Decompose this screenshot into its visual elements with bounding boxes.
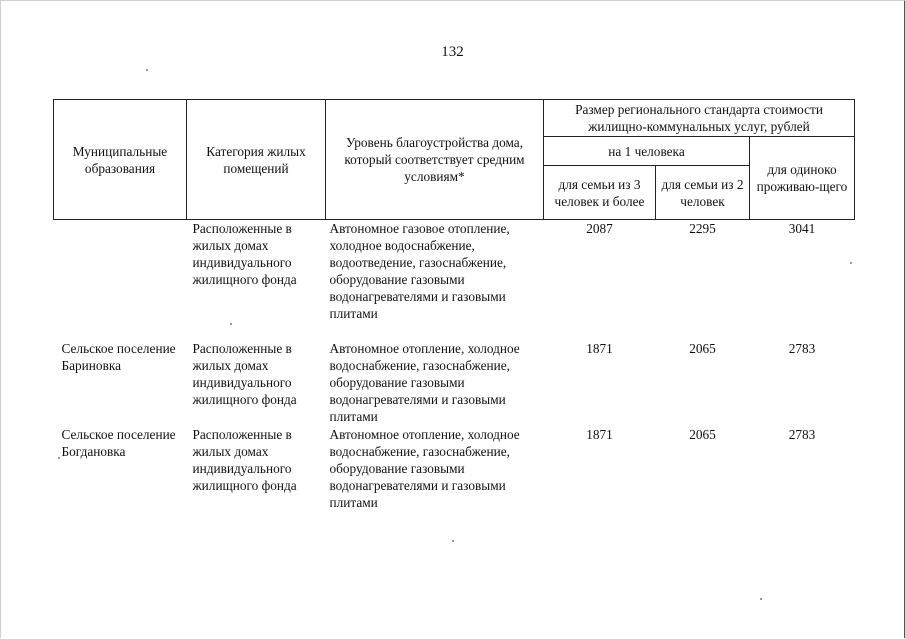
header-level: Уровень благоустройства дома, который соответствует средним условиям* xyxy=(326,100,544,220)
header-category: Категория жилых помещений xyxy=(187,100,326,220)
cell-single: 3041 xyxy=(788,221,816,236)
cell-family3: 2087 xyxy=(586,221,613,236)
cell-municipality: Сельское поселение Богдановка xyxy=(61,427,176,459)
cell-level: Автономное газовое отопление, холодное водоснабжение, водоотведение, газоснабжение, оборудование газовыми водонагревателями и газовыми плитами xyxy=(329,221,510,321)
cell-family2: 2065 xyxy=(689,341,716,356)
cell-family3: 1871 xyxy=(586,427,613,442)
scan-speck xyxy=(146,69,148,71)
cell-level: Автономное отопление, холодное водоснабжение, газоснабжение, оборудование газовыми водонагревателями и газовыми плитами xyxy=(329,341,520,424)
header-municipality: Муниципальные образования xyxy=(54,100,187,220)
scan-speck xyxy=(850,262,852,264)
header-standard: Размер регионального стандарта стоимости жилищно-коммунальных услуг, рублей xyxy=(544,100,855,137)
cell-municipality: Сельское поселение Бариновка xyxy=(61,341,176,373)
cell-single: 2783 xyxy=(788,341,816,356)
header-per-person: на 1 человека xyxy=(544,137,750,166)
page-number: 132 xyxy=(441,44,464,60)
cell-family2: 2065 xyxy=(689,427,716,442)
header-family2: для семьи из 2 человек xyxy=(656,166,750,220)
header-family3: для семьи из 3 человек и более xyxy=(544,166,656,220)
cell-category: Расположенные в жилых домах индивидуального жилищного фонда xyxy=(192,427,297,493)
header-single: для одиноко проживаю-щего xyxy=(750,137,855,220)
table-row xyxy=(54,426,855,511)
housing-standards-table xyxy=(53,99,855,511)
cell-single: 2783 xyxy=(788,427,816,442)
cell-municipality xyxy=(54,220,187,341)
cell-family2: 2295 xyxy=(689,221,716,236)
cell-level: Автономное отопление, холодное водоснабжение, газоснабжение, оборудование газовыми водонагревателями и газовыми плитами xyxy=(329,427,520,510)
cell-category: Расположенные в жилых домах индивидуального жилищного фонда xyxy=(192,341,297,407)
scan-speck xyxy=(58,457,60,459)
scan-speck xyxy=(452,540,454,542)
scan-speck xyxy=(230,323,232,325)
cell-category: Расположенные в жилых домах индивидуального жилищного фонда xyxy=(192,221,297,287)
cell-family3: 1871 xyxy=(586,341,613,356)
table-row xyxy=(54,340,855,426)
table-row xyxy=(54,220,855,341)
scan-speck xyxy=(760,598,762,600)
